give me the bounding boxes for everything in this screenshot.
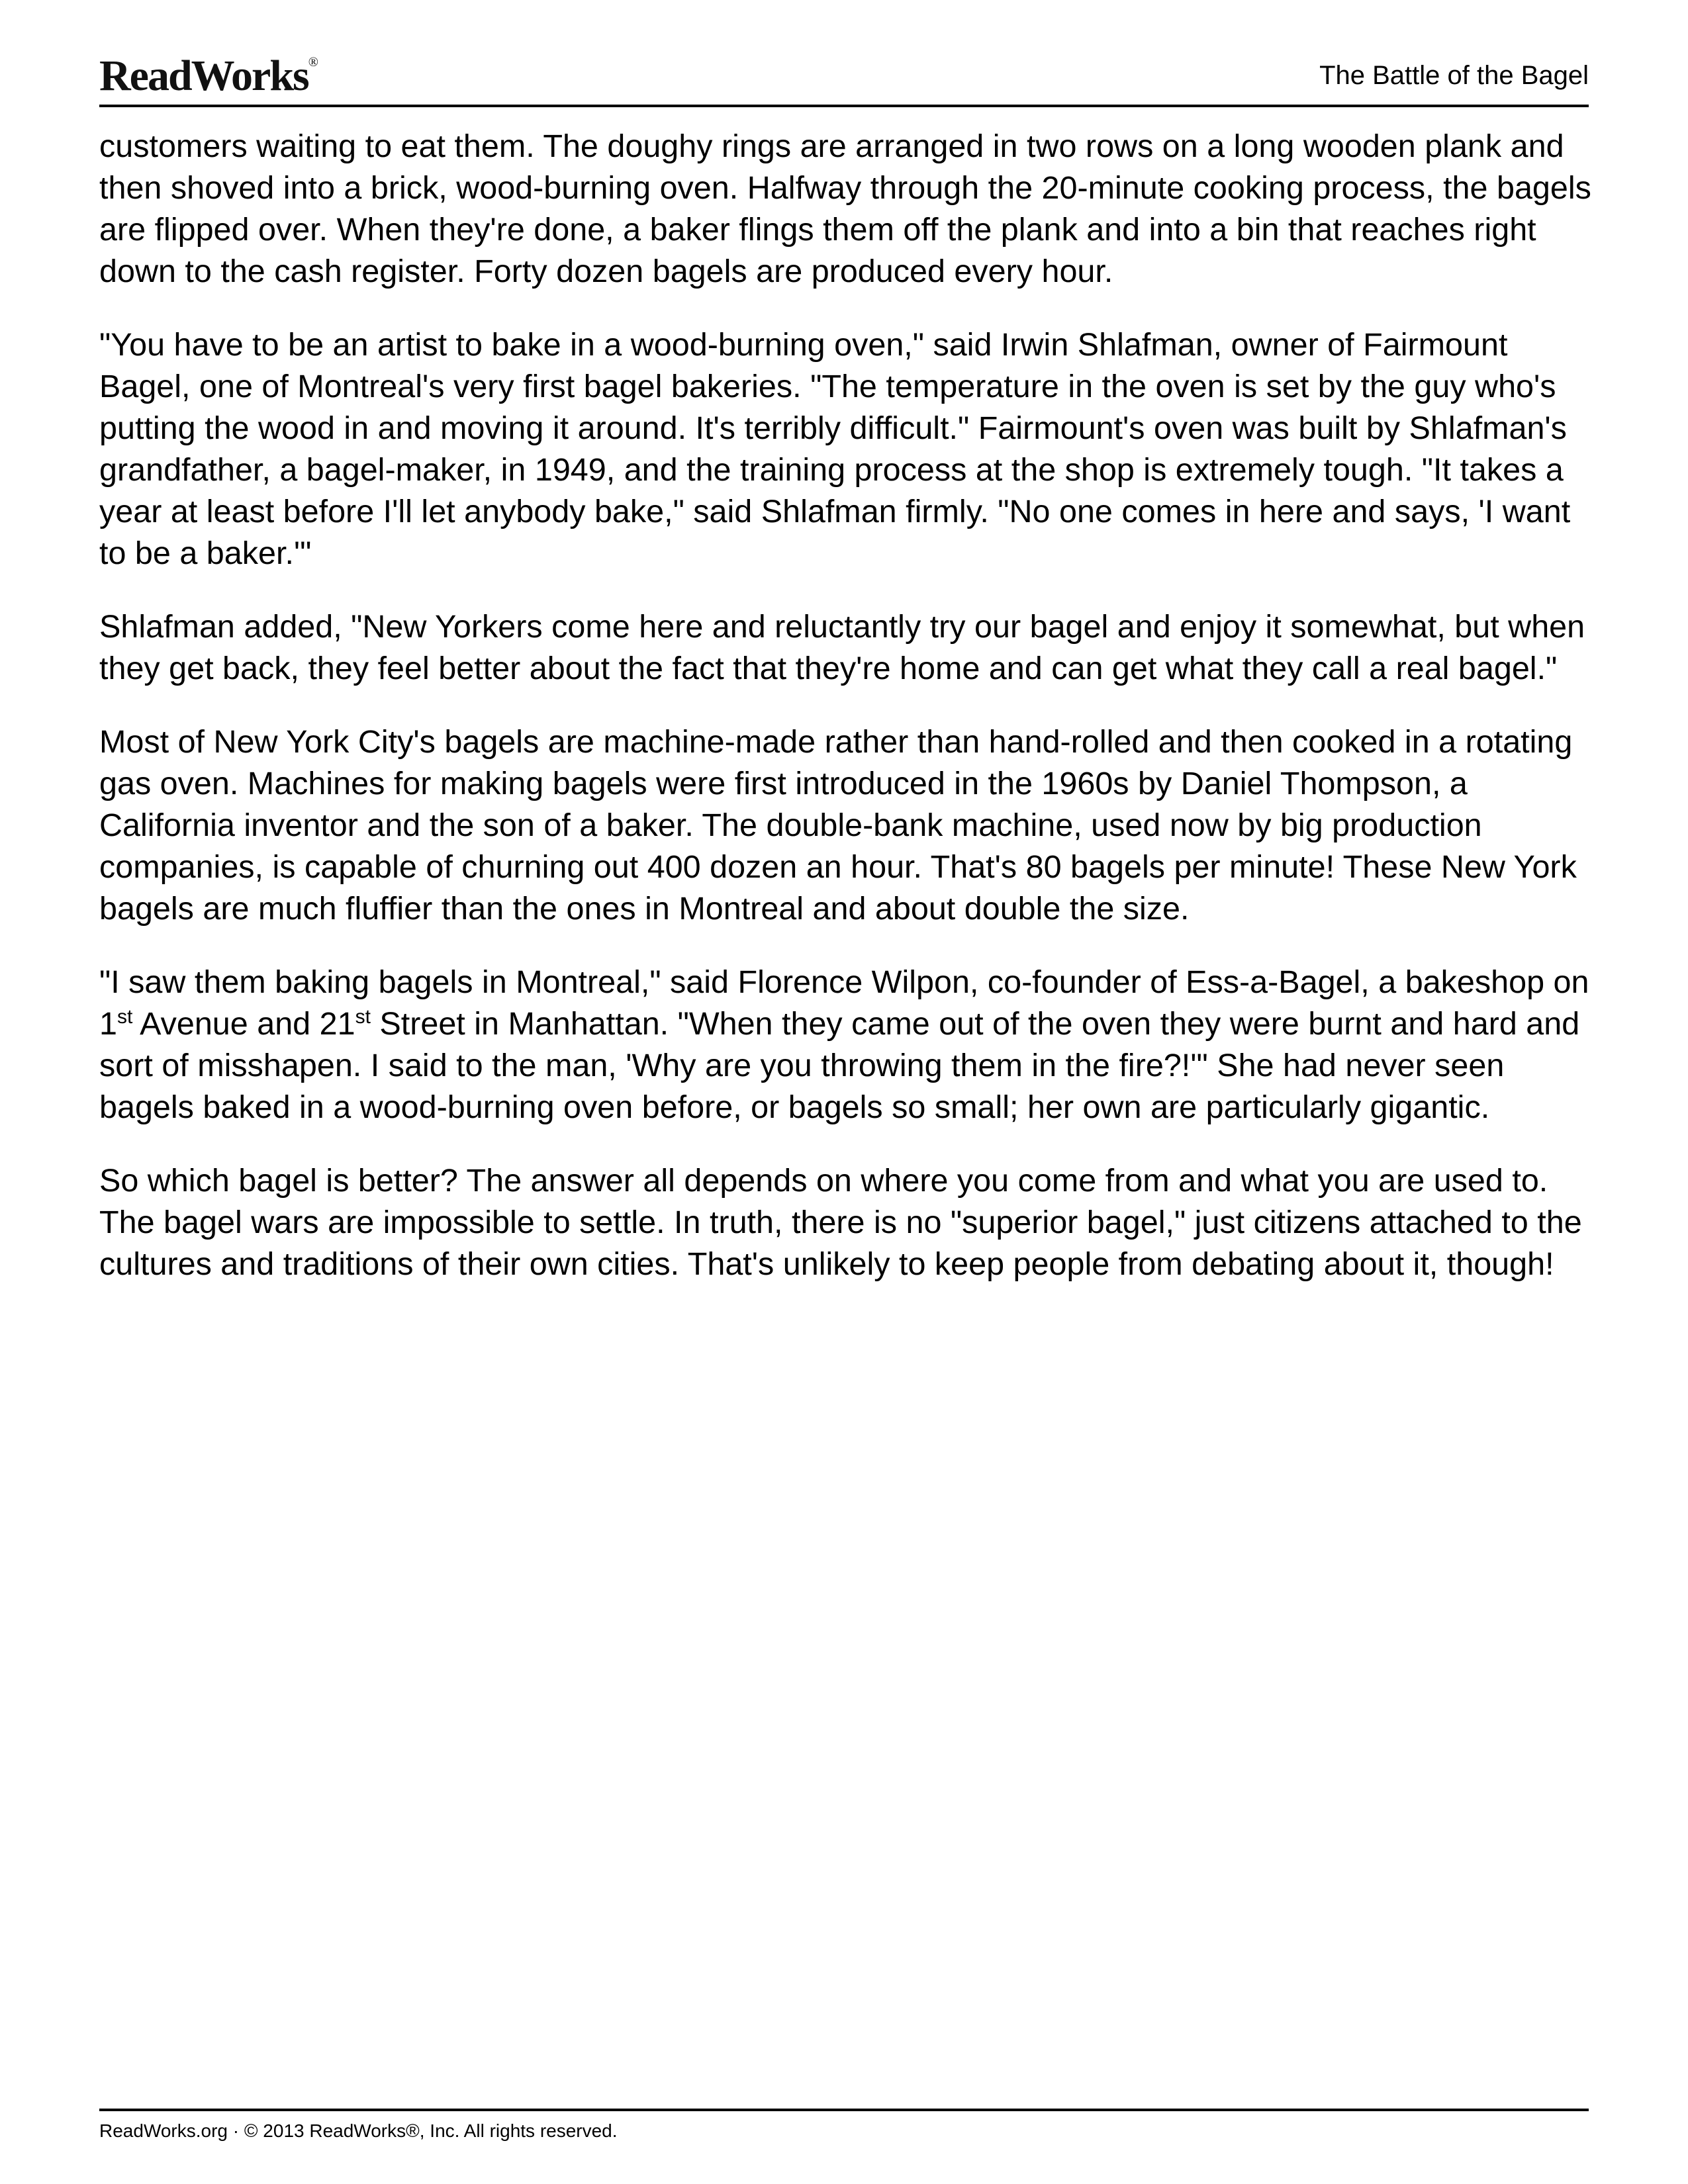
readworks-logo: [99, 54, 318, 98]
paragraph-5-part-b: Avenue and 21: [132, 1006, 355, 1042]
paragraph-5-part-c: Street in Manhattan. "When they came out of the oven they were burnt and hard and sort of misshapen. I said to the man, 'Why are you throwing them in the fire?!'" She had never seen bagels baked in a wood-burning oven before, or bagels so small; her own are particularly gigantic.: [99, 1006, 1580, 1125]
page-footer: [99, 2109, 1589, 2140]
logo-registered-mark: ®: [308, 55, 318, 69]
document-title: The Battle of the Bagel: [1319, 61, 1589, 90]
page-header: [99, 53, 1589, 107]
copyright-notice: ReadWorks.org · © 2013 ReadWorks®, Inc. All rights reserved.: [99, 2120, 618, 2141]
article-paragraph-3: Shlafman added, "New Yorkers come here and reluctantly try our bagel and enjoy it somewhat, but when they get back, they feel better about the fact that they're home and can get what they call a real bagel.": [99, 609, 1585, 686]
article-paragraph-5: [99, 962, 1595, 1128]
logo-text: ReadWorks: [99, 52, 308, 100]
paragraph-5-part-a: "I saw them baking bagels in Montreal," said Florence Wilpon, co-founder of Ess-a-Bagel, a bakeshop on 1: [99, 964, 1589, 1042]
ordinal-suffix-1: st: [117, 1005, 133, 1028]
article-paragraph-1: customers waiting to eat them. The doughy rings are arranged in two rows on a long wooden plank and then shoved into a brick, wood-burning oven. Halfway through the 20-minute cooking process, the bagels are flipped over. When they're done, a baker flings them off the plank and into a bin that reaches right down to the cash register. Forty dozen bagels are produced every hour.: [99, 128, 1591, 289]
article-paragraph-2: "You have to be an artist to bake in a wood-burning oven," said Irwin Shlafman, owner of Fairmount Bagel, one of Montreal's very first bagel bakeries. "The temperature in the oven is set by the guy who's putting the wood in and moving it around. It's terribly difficult." Fairmount's oven was built by Shlafman's grandfather, a bagel-maker, in 1949, and the training process at the shop is extremely tough. "It takes a year at least before I'll let anybody bake," said Shlafman firmly. "No one comes in here and says, 'I want to be a baker.'": [99, 327, 1571, 571]
ordinal-suffix-2: st: [355, 1005, 371, 1028]
article-paragraph-6: So which bagel is better? The answer all depends on where you come from and what you are used to. The bagel wars are impossible to settle. In truth, there is no "superior bagel," just citizens attached to the cultures and traditions of their own cities. That's unlikely to keep people from debating about it, though!: [99, 1163, 1582, 1282]
article-paragraph-4: Most of New York City's bagels are machine-made rather than hand-rolled and then cooked in a rotating gas oven. Machines for making bagels were first introduced in the 1960s by Daniel Thompson, a California inventor and the son of a baker. The double-bank machine, used now by big production companies, is capable of churning out 400 dozen an hour. That's 80 bagels per minute! These New York bagels are much fluffier than the ones in Montreal and about double the size.: [99, 724, 1577, 927]
article-body: [99, 126, 1595, 1317]
